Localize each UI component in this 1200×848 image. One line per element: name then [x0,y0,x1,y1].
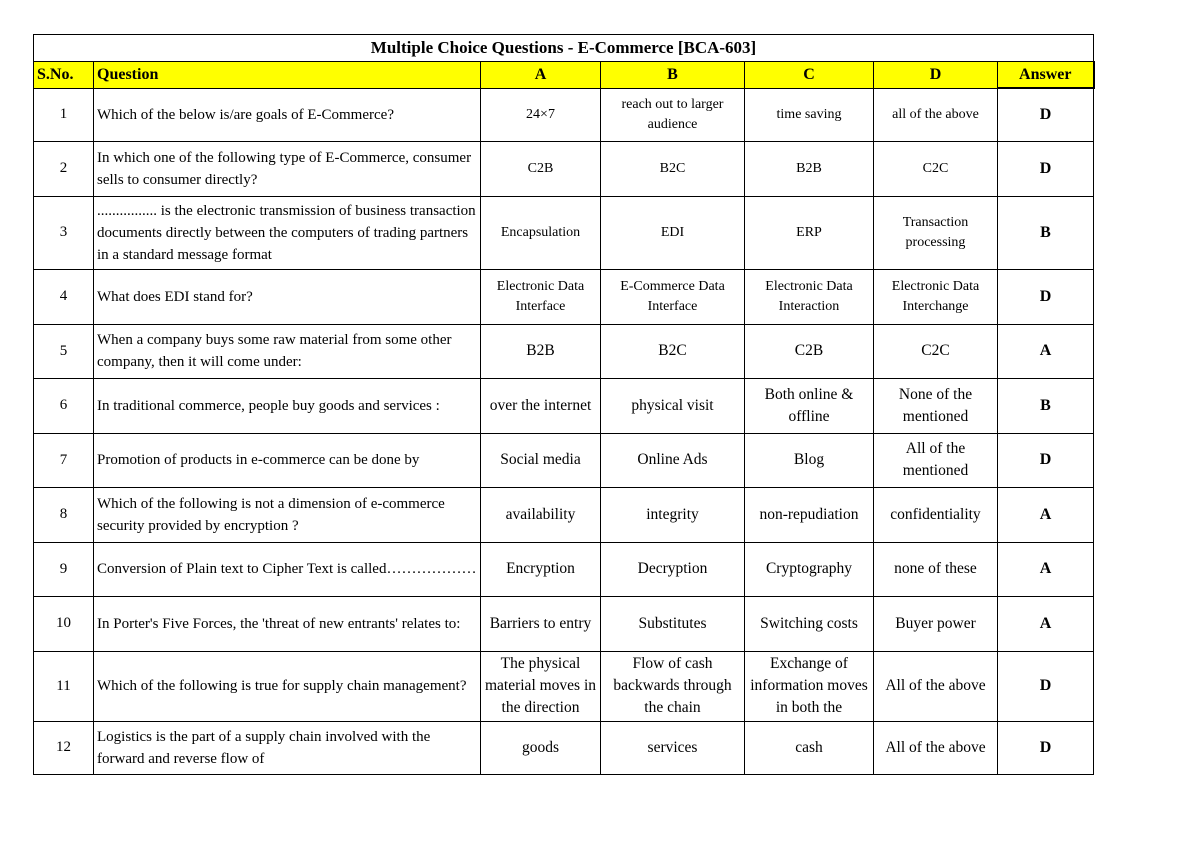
row-sno: 9 [34,542,94,596]
row-sno: 11 [34,651,94,721]
row-question: Which of the following is true for supply chain management? [94,651,481,721]
header-answer: Answer [998,62,1094,89]
row-option-a: C2B [481,141,601,196]
header-option-d: D [874,62,998,89]
table-row [34,433,1094,487]
row-answer: D [998,88,1094,141]
row-option-b: EDI [601,196,745,269]
mcq-table [33,34,1095,775]
row-option-d: C2C [874,141,998,196]
header-option-a: A [481,62,601,89]
row-question: In traditional commerce, people buy goods and services : [94,378,481,433]
row-answer: A [998,487,1094,542]
row-option-c: B2B [745,141,874,196]
row-option-b: E-Commerce Data Interface [601,269,745,324]
row-option-c: cash [745,721,874,774]
row-question: In Porter's Five Forces, the 'threat of new entrants' relates to: [94,596,481,651]
table-row [34,721,1094,774]
row-option-a: availability [481,487,601,542]
row-answer: D [998,141,1094,196]
row-answer: D [998,721,1094,774]
row-option-b: Online Ads [601,433,745,487]
row-answer: B [998,196,1094,269]
row-question: When a company buys some raw material from some other company, then it will come under: [94,324,481,378]
row-option-b: physical visit [601,378,745,433]
row-option-c: non-repudiation [745,487,874,542]
row-option-c: Blog [745,433,874,487]
row-option-c: C2B [745,324,874,378]
table-row [34,196,1094,269]
row-sno: 3 [34,196,94,269]
row-answer: A [998,324,1094,378]
row-sno: 10 [34,596,94,651]
row-option-a: Encryption [481,542,601,596]
row-sno: 8 [34,487,94,542]
row-sno: 1 [34,88,94,141]
row-option-a: B2B [481,324,601,378]
row-option-c: time saving [745,88,874,141]
question-rows [34,88,1094,774]
row-option-d: Buyer power [874,596,998,651]
row-option-d: None of the mentioned [874,378,998,433]
row-option-d: Transaction processing [874,196,998,269]
row-option-d: confidentiality [874,487,998,542]
row-answer: B [998,378,1094,433]
row-answer: D [998,433,1094,487]
row-option-d: Electronic Data Interchange [874,269,998,324]
row-option-a: Encapsulation [481,196,601,269]
row-option-a: Social media [481,433,601,487]
row-question: Logistics is the part of a supply chain involved with the forward and reverse flow of [94,721,481,774]
row-option-c: ERP [745,196,874,269]
header-option-c: C [745,62,874,89]
row-option-a: over the internet [481,378,601,433]
table-row [34,141,1094,196]
row-sno: 5 [34,324,94,378]
row-option-b: B2C [601,141,745,196]
row-option-b: B2C [601,324,745,378]
row-sno: 7 [34,433,94,487]
table-row [34,269,1094,324]
row-sno: 2 [34,141,94,196]
row-option-b: services [601,721,745,774]
row-option-c: Both online & offline [745,378,874,433]
header-question: Question [94,62,481,89]
row-option-a: Electronic Data Interface [481,269,601,324]
row-question: In which one of the following type of E-Commerce, consumer sells to consumer directly? [94,141,481,196]
row-question: Conversion of Plain text to Cipher Text is called……………… [94,542,481,596]
row-option-a: 24×7 [481,88,601,141]
row-sno: 4 [34,269,94,324]
row-answer: A [998,596,1094,651]
row-option-b: Flow of cash backwards through the chain [601,651,745,721]
table-row [34,651,1094,721]
row-question: What does EDI stand for? [94,269,481,324]
row-option-a: goods [481,721,601,774]
row-option-d: All of the above [874,721,998,774]
row-option-b: integrity [601,487,745,542]
row-option-c: Electronic Data Interaction [745,269,874,324]
row-option-a: Barriers to entry [481,596,601,651]
table-row [34,487,1094,542]
table-row [34,596,1094,651]
table-row [34,88,1094,141]
row-question: Which of the below is/are goals of E-Commerce? [94,88,481,141]
row-answer: D [998,269,1094,324]
row-option-b: Decryption [601,542,745,596]
row-question: ................ is the electronic transmission of business transaction documents directly between the computers of trading partners in a standard message format [94,196,481,269]
table-row [34,542,1094,596]
row-option-b: reach out to larger audience [601,88,745,141]
row-option-c: Exchange of information moves in both the [745,651,874,721]
header-option-b: B [601,62,745,89]
row-option-d: All of the mentioned [874,433,998,487]
row-sno: 6 [34,378,94,433]
table-row [34,324,1094,378]
table-row [34,378,1094,433]
row-option-d: none of these [874,542,998,596]
row-option-d: all of the above [874,88,998,141]
sheet-title: Multiple Choice Questions - E-Commerce [BCA-603] [34,35,1094,62]
header-sno: S.No. [34,62,94,89]
row-option-d: C2C [874,324,998,378]
row-answer: A [998,542,1094,596]
row-question: Which of the following is not a dimension of e-commerce security provided by encryption ? [94,487,481,542]
row-sno: 12 [34,721,94,774]
row-option-c: Cryptography [745,542,874,596]
row-answer: D [998,651,1094,721]
row-option-b: Substitutes [601,596,745,651]
row-option-c: Switching costs [745,596,874,651]
row-option-d: All of the above [874,651,998,721]
row-question: Promotion of products in e-commerce can be done by [94,433,481,487]
row-option-a: The physical material moves in the direction [481,651,601,721]
